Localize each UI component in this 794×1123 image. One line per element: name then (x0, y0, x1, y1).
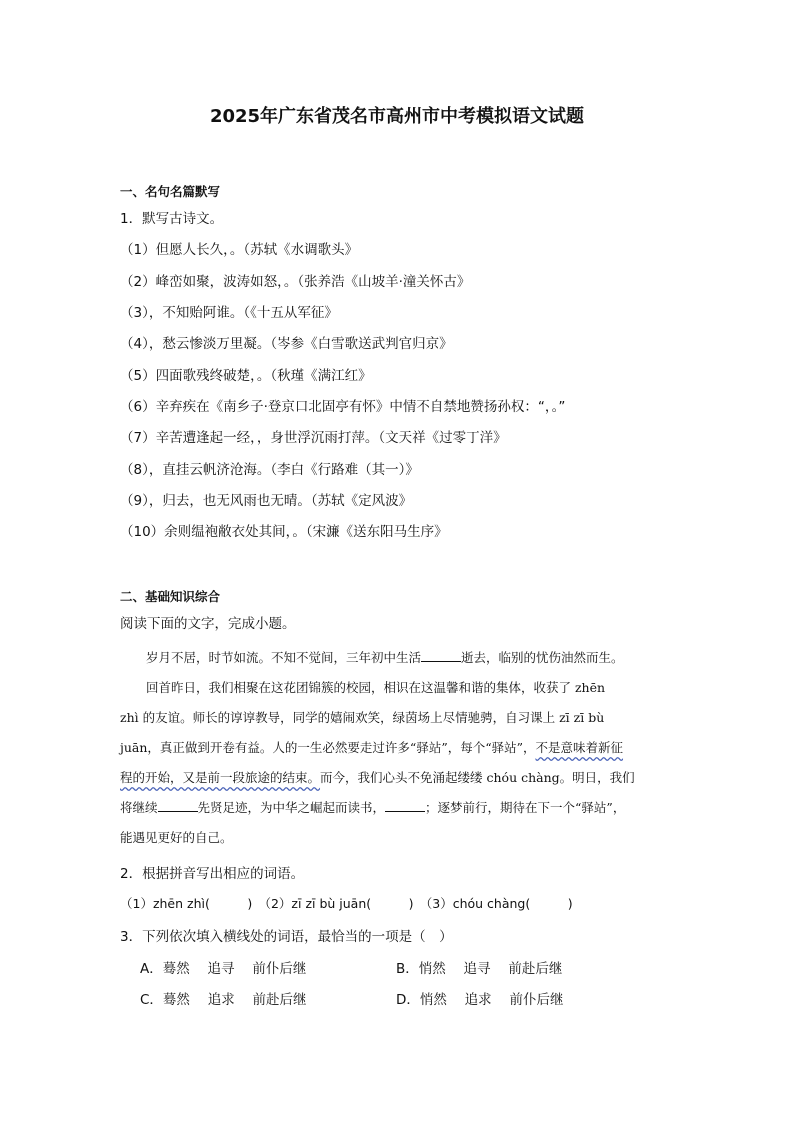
recitation-item: （2）峰峦如聚，波涛如怒，。（张养浩《山坡羊·潼关怀古》 (120, 274, 471, 290)
passage-text: 将继续 (120, 800, 158, 815)
reading-instruction: 阅读下面的文字，完成小题。 (120, 616, 296, 632)
passage-line: 能遇见更好的自己。 (120, 830, 233, 845)
recitation-item: （8），直挂云帆济沧海。（李白《行路难（其一）》 (120, 462, 419, 478)
passage-line: 回首昨日，我们相聚在这花团锦簇的校园，相识在这温馨和谐的集体，收获了 zhēn (146, 680, 606, 695)
option-d[interactable]: D．悄然 追求 前仆后继 (396, 992, 564, 1008)
fill-blank[interactable] (421, 649, 461, 662)
option-b[interactable]: B．悄然 追寻 前赴后继 (396, 961, 563, 977)
recitation-item: （9），归去，也无风雨也无晴。（苏轼《定风波》 (120, 493, 413, 509)
recitation-item: （4），愁云惨淡万里凝。（岑参《白雪歌送武判官归京》 (120, 336, 453, 352)
passage-line: zhì 的友谊。师长的谆谆教导，同学的嬉闹欢笑，绿茵场上尽情驰骋，自习课上 zī zī bù (120, 710, 605, 725)
recitation-item: （7）辛苦遭逢起一经，，身世浮沉雨打萍。（文天祥《过零丁洋》 (120, 430, 507, 446)
passage-line (146, 648, 624, 666)
recitation-item: （6）辛弃疾在《南乡子·登京口北固亭有怀》中情不自禁地赞扬孙权：“，。” (120, 399, 566, 415)
recitation-item: （5）四面歌残终破楚，。（秋瑾《满江红》 (120, 368, 372, 384)
passage-text: 逝去，临别的忧伤油然而生。 (461, 650, 624, 665)
recitation-item: （3），不知贻阿谁。（《十五从军征》 (120, 305, 338, 321)
recitation-item: （1）但愿人长久，。（苏轼《水调歌头》 (120, 242, 359, 258)
option-c[interactable]: C．蓦然 追求 前赴后继 (140, 992, 307, 1008)
passage-text: 岁月不居，时节如流。不知不觉间，三年初中生活 (146, 650, 422, 665)
passage-line (120, 798, 625, 816)
fill-blank[interactable] (385, 799, 425, 812)
section2-heading: 二、基础知识综合 (120, 589, 221, 604)
passage-text: 先贤足迹，为中华之崛起而读书， (197, 800, 386, 815)
exam-title: 2025年广东省茂名市高州市中考模拟语文试题 (209, 106, 585, 127)
underlined-sentence: 程的开始，又是前一段旅途的结束。 (120, 770, 321, 785)
fill-blank[interactable] (158, 799, 198, 812)
underlined-sentence: 不是意味着新征 (535, 740, 624, 755)
recitation-item: （10）余则缊袍敝衣处其间，。（宋濂《送东阳马生序》 (120, 524, 448, 540)
question-1: 1．默写古诗文。 (120, 211, 224, 227)
question-2-answers: （1）zhēn zhì( ) （2）zī zī bù juān( ) （3）chóu chàng( ) (120, 896, 573, 911)
question-3: 3．下列依次填入横线处的词语，最恰当的一项是（ ） (120, 929, 453, 945)
passage-text: juān，真正做到开卷有益。人的一生必然要走过许多“驿站”，每个“驿站”， (120, 740, 536, 755)
section1-heading: 一、名句名篇默写 (120, 184, 221, 199)
question-2: 2．根据拼音写出相应的词语。 (120, 866, 305, 882)
passage-text: ；逐梦前行，期待在下一个“驿站”， (425, 800, 626, 815)
option-a[interactable]: A．蓦然 追寻 前仆后继 (140, 961, 307, 977)
passage-line (120, 768, 635, 786)
passage-line (120, 738, 623, 756)
passage-text: 而今，我们心头不免涌起缕缕 chóu chàng。明日，我们 (320, 770, 635, 785)
